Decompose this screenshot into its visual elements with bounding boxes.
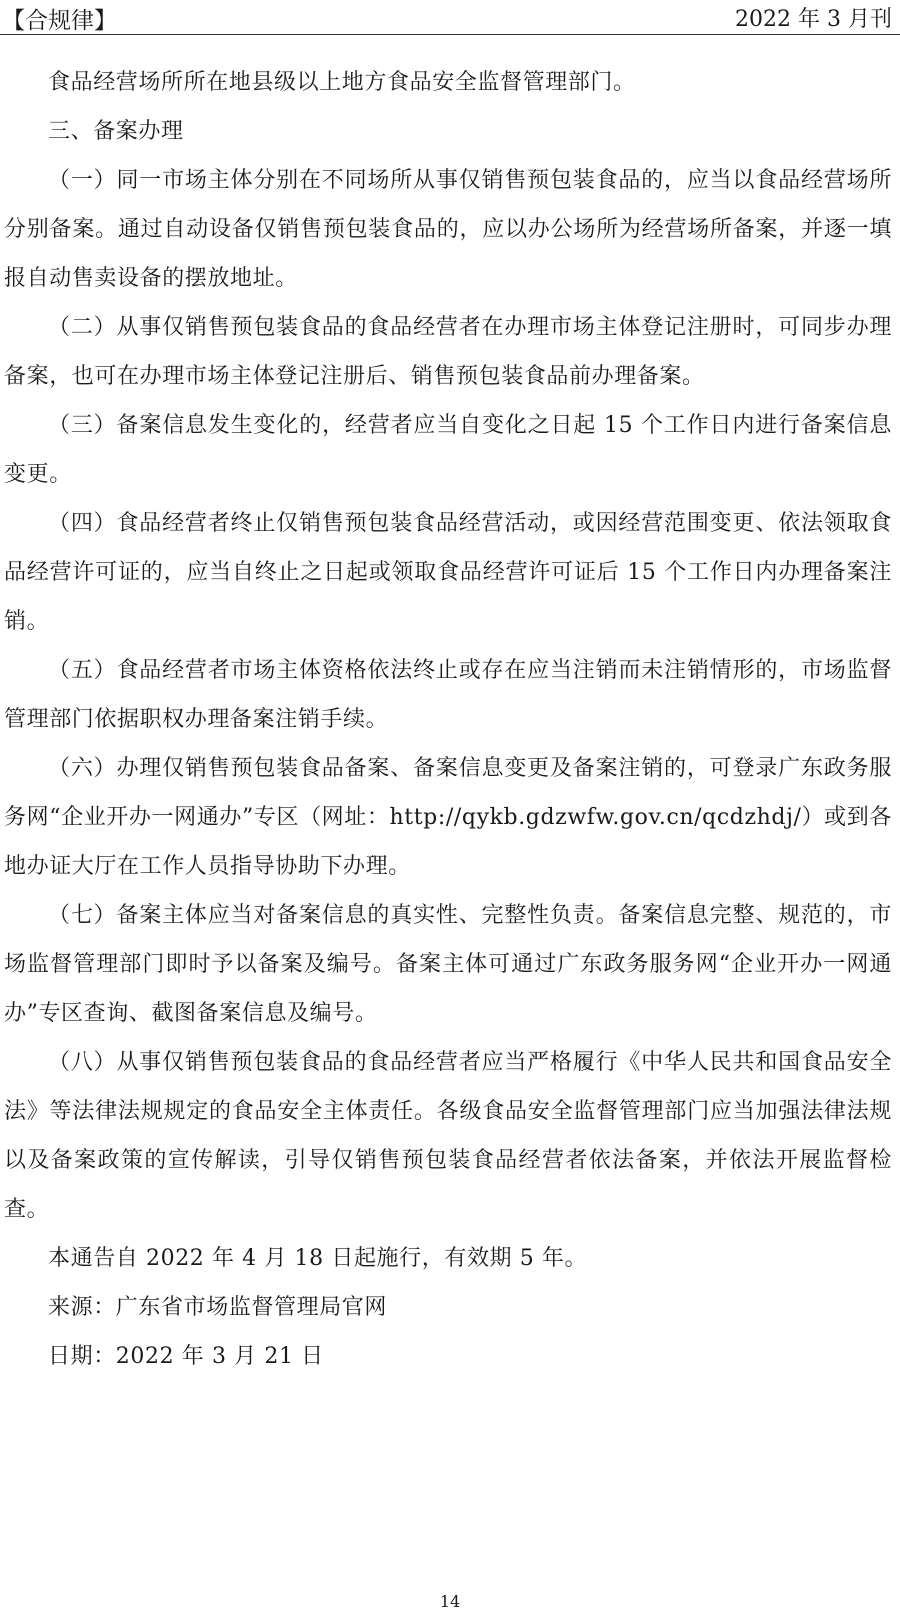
date-line: 日期：2022 年 3 月 21 日 [48,1344,324,1369]
paragraph-item-7: （七）备案主体应当对备案信息的真实性、完整性负责。备案信息完整、规范的，市场监督管理部门即时予以备案及编号。备案主体可通过广东政务服务网“企业开办一网通办”专区查询、截图备案信息及编号。 [4,903,892,1026]
paragraph-item-8: （八）从事仅销售预包装食品的食品经营者应当严格履行《中华人民共和国食品安全法》等法律法规规定的食品安全主体责任。各级食品安全监督管理部门应当加强法律法规以及备案政策的宣传解读，引导仅销售预包装食品经营者依法备案，并依法开展监督检查。 [4,1050,892,1222]
document-body [4,58,892,1381]
header-divider [0,34,900,35]
effective-date-note: 本通告自 2022 年 4 月 18 日起施行，有效期 5 年。 [48,1246,588,1271]
paragraph-item-1: （一）同一市场主体分别在不同场所从事仅销售预包装食品的，应当以食品经营场所分别备案。通过自动设备仅销售预包装食品的，应以办公场所为经营场所备案，并逐一填报自动售卖设备的摆放地址。 [4,168,892,291]
paragraph-item-5: （五）食品经营者市场主体资格依法终止或存在应当注销而未注销情形的，市场监督管理部门依据职权办理备案注销手续。 [4,658,892,732]
paragraph-item-6: （六）办理仅销售预包装食品备案、备案信息变更及备案注销的，可登录广东政务服务网“企业开办一网通办”专区（网址：http://qykb.gdzwfw.gov.cn/qcdzhdj/）或到各地办证大厅在工作人员指导协助下办理。 [4,756,892,879]
page-number: 14 [439,1592,461,1611]
paragraph-item-2: （二）从事仅销售预包装食品的食品经营者在办理市场主体登记注册时，可同步办理备案，也可在办理市场主体登记注册后、销售预包装食品前办理备案。 [4,315,892,389]
paragraph-item-3: （三）备案信息发生变化的，经营者应当自变化之日起 15 个工作日内进行备案信息变更。 [4,413,892,487]
paragraph-item-4: （四）食品经营者终止仅销售预包装食品经营活动，或因经营范围变更、依法领取食品经营许可证的，应当自终止之日起或领取食品经营许可证后 15 个工作日内办理备案注销。 [4,511,892,634]
section-heading: 三、备案办理 [48,119,184,144]
source-line: 来源：广东省市场监督管理局官网 [48,1295,388,1320]
page-header [0,0,900,34]
publication-name: 【合规律】 [2,8,117,34]
paragraph-continuation: 食品经营场所所在地县级以上地方食品安全监督管理部门。 [48,70,636,95]
issue-date: 2022 年 3 月刊 [735,7,892,32]
